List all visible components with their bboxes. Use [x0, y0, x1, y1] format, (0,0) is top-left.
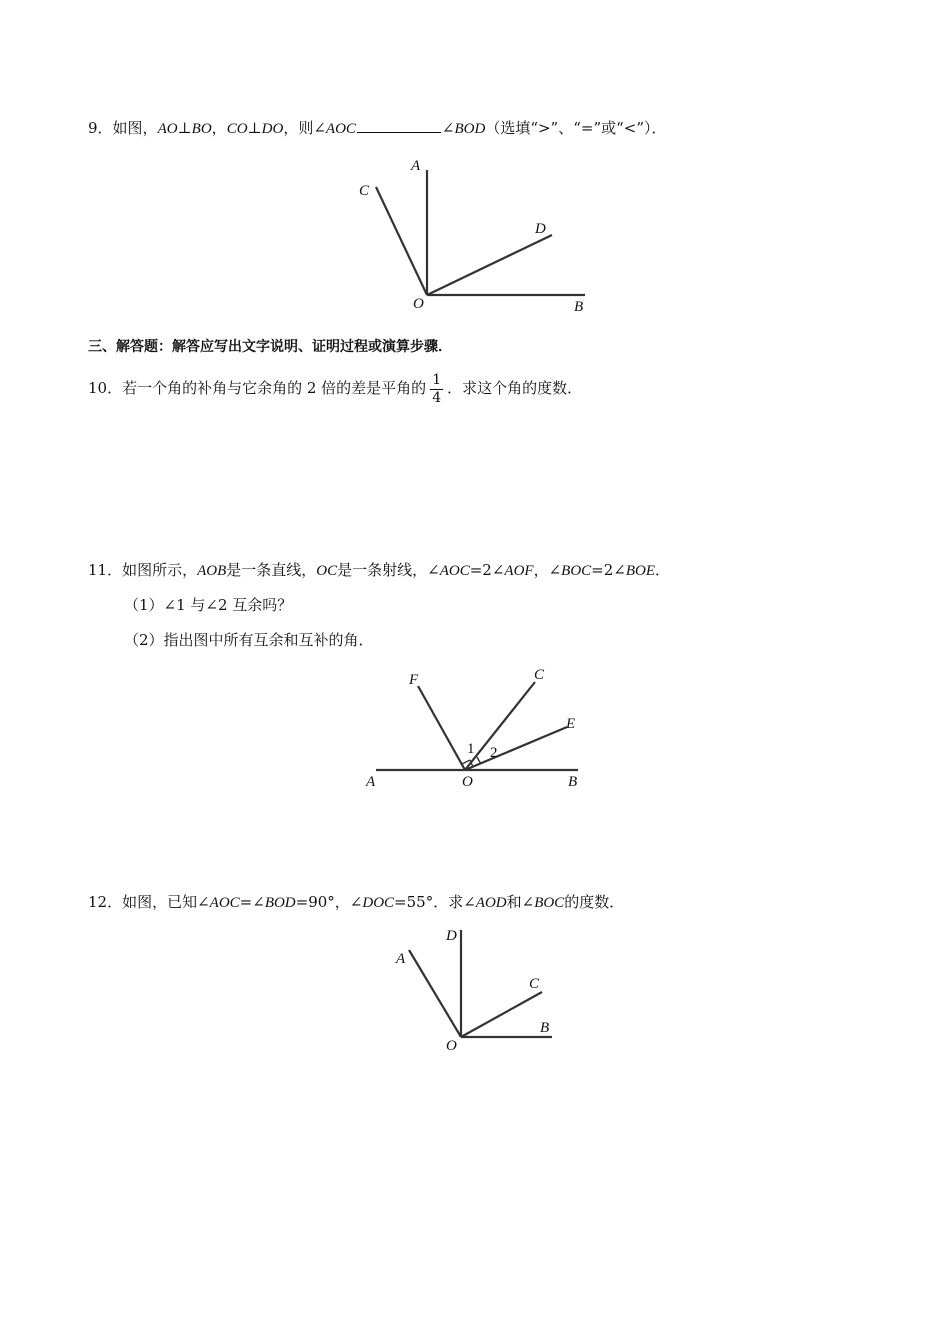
label-A: A — [411, 158, 421, 174]
label-B: B — [568, 774, 578, 790]
question-11-sub1: （1）∠1 与∠2 互余吗？ — [124, 596, 293, 614]
label-O: O — [446, 1038, 457, 1054]
label-E: E — [566, 716, 576, 732]
label-C: C — [529, 976, 540, 992]
label-B: B — [574, 299, 584, 315]
question-10-text: 10．若一个角的补角与它余角的 2 倍的差是平角的 $\frac{1}{4}$ ．求这个角的度数． — [88, 371, 583, 406]
question-11-sub2: （2）指出图中所有互余和互补的角． — [124, 631, 374, 649]
label-2: 2 — [490, 745, 498, 761]
label-A: A — [366, 774, 376, 790]
question-12-text: 12．如图，已知∠AOC=∠BOD=90°，∠DOC=55°．求∠AOD和∠BOC的度数． — [88, 893, 625, 911]
ray-OA — [409, 950, 461, 1037]
label-1: 1 — [467, 741, 475, 757]
question-11-text: 11．如图所示，AOB是一条直线，OC是一条射线，∠AOC=2∠AOF，∠BOC=2∠BOE． — [88, 561, 671, 579]
label-A: A — [396, 951, 406, 967]
section-heading: 三、解答题：解答应写出文字说明、证明过程或演算步骤． — [88, 339, 452, 355]
label-F: F — [409, 672, 419, 688]
label-C: C — [534, 667, 545, 683]
fraction: $\frac{1}{4}$ — [432, 371, 442, 406]
label-O: O — [413, 296, 424, 312]
question-9-text: 9．如图，AO⊥BO，CO⊥DO，则∠AOC ∠BOD（选填“>”、“=”或“<”）． — [88, 119, 667, 137]
label-O: O — [462, 774, 473, 790]
label-D: D — [446, 928, 457, 944]
label-D: D — [535, 221, 546, 237]
ray-OC — [461, 992, 542, 1037]
label-B: B — [540, 1020, 550, 1036]
label-C: C — [359, 183, 370, 199]
